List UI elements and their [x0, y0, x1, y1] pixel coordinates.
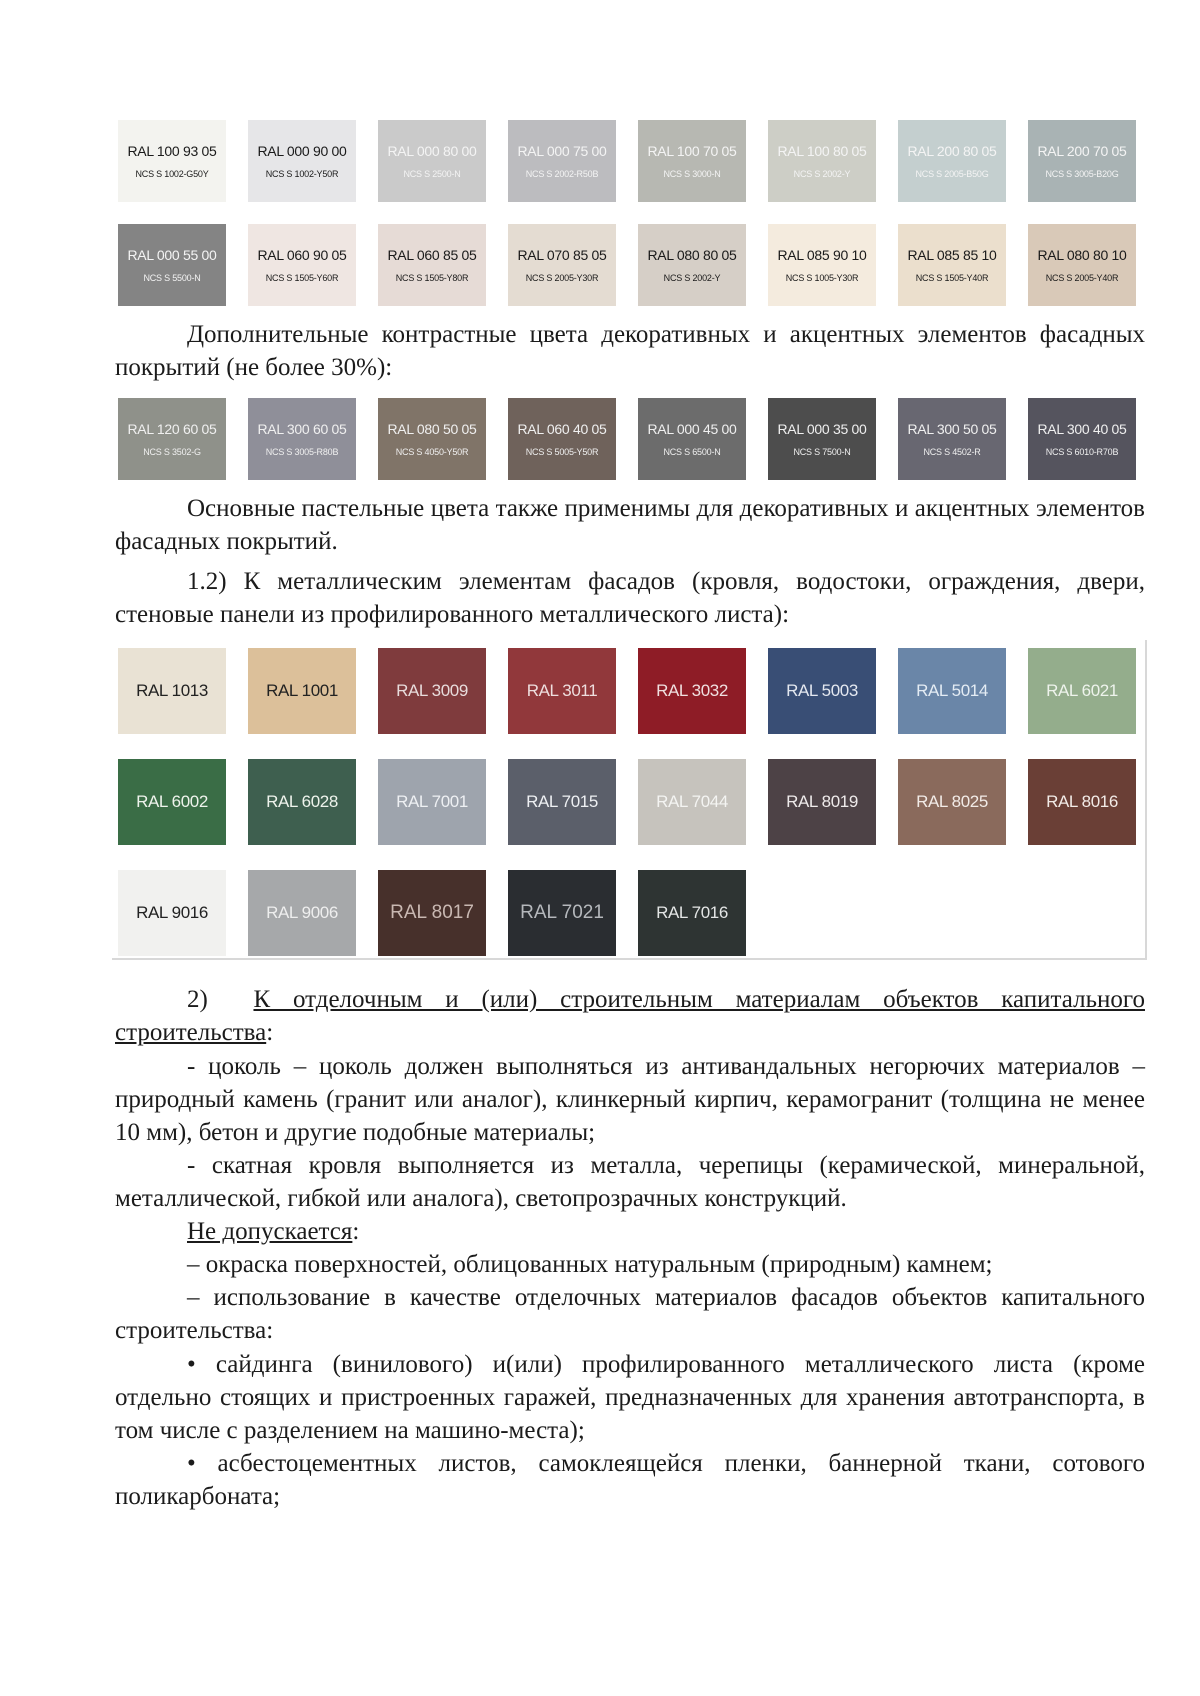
- paint-paragraph: – окраска поверхностей, облицованных натуральным (природным) камнем;: [187, 1251, 993, 1278]
- metal-color-swatch: RAL 9016: [118, 870, 226, 956]
- ral-code: RAL 000 55 00: [127, 247, 217, 263]
- color-swatch: [378, 224, 486, 306]
- section-2-heading-text-end: строительства: [115, 1019, 267, 1046]
- ncs-code: NCS S 1005-Y30R: [785, 273, 859, 283]
- ncs-code: NCS S 2500-N: [403, 169, 461, 179]
- color-swatch: [638, 224, 746, 306]
- contrast-swatch-grid: [118, 398, 1136, 480]
- metal-swatch-grid: [118, 648, 1136, 956]
- ncs-code: NCS S 1505-Y60R: [265, 273, 339, 283]
- color-swatch: [118, 398, 226, 480]
- ncs-code: NCS S 5005-Y50R: [525, 447, 599, 457]
- metal-color-swatch: RAL 6002: [118, 759, 226, 845]
- color-swatch: [768, 224, 876, 306]
- color-swatch: [768, 120, 876, 202]
- ral-code: RAL 300 60 05: [257, 421, 347, 437]
- metal-color-swatch: RAL 3032: [638, 648, 746, 734]
- ral-code: RAL 200 80 05: [907, 143, 997, 159]
- color-swatch: [898, 120, 1006, 202]
- color-swatch: [508, 224, 616, 306]
- ral-code: RAL 100 80 05: [777, 143, 867, 159]
- color-swatch: [248, 224, 356, 306]
- color-swatch: [768, 398, 876, 480]
- metal-color-swatch: RAL 7044: [638, 759, 746, 845]
- color-swatch: [378, 398, 486, 480]
- contrast-intro-paragraph: Дополнительные контрастные цвета декоративных и акцентных элементов фасадных покрытий (не более 30%):: [115, 321, 1145, 381]
- metal-color-swatch: RAL 6021: [1028, 648, 1136, 734]
- metal-color-swatch: RAL 7021: [508, 870, 616, 956]
- ncs-code: NCS S 2002-Y: [793, 169, 851, 179]
- section-2-heading-text: К отделочным и (или) строительным материалам объектов капитального: [253, 986, 1145, 1013]
- pastel-note-paragraph: Основные пастельные цвета также применимы для декоративных и акцентных элементов фасадных покрытий.: [115, 495, 1145, 555]
- section-2-colon: :: [266, 1019, 274, 1046]
- metal-color-swatch: RAL 5003: [768, 648, 876, 734]
- metal-color-swatch: RAL 8017: [378, 870, 486, 956]
- section-2-heading: [115, 983, 1145, 1049]
- color-swatch: [248, 398, 356, 480]
- color-swatch: [638, 120, 746, 202]
- ncs-code: NCS S 1002-Y50R: [265, 169, 339, 179]
- metal-color-swatch: RAL 8019: [768, 759, 876, 845]
- pastel-swatch-grid: [118, 120, 1136, 306]
- ral-code: RAL 100 70 05: [647, 143, 737, 159]
- metal-color-swatch: RAL 8025: [898, 759, 1006, 845]
- ncs-code: NCS S 1505-Y40R: [915, 273, 989, 283]
- ncs-code: NCS S 2002-R50B: [525, 169, 599, 179]
- ncs-code: NCS S 3005-R80B: [265, 447, 339, 457]
- asbestos-paragraph: • асбестоцементных листов, самоклеящейся пленки, баннерной ткани, сотового поликарбоната;: [115, 1450, 1145, 1510]
- not-allowed-label: Не допускается: [187, 1218, 353, 1245]
- ral-code: RAL 060 90 05: [257, 247, 347, 263]
- ral-code: RAL 300 40 05: [1037, 421, 1127, 437]
- ral-code: RAL 080 80 05: [647, 247, 737, 263]
- ncs-code: NCS S 6010-R70B: [1045, 447, 1119, 457]
- section-2-number: 2): [187, 986, 208, 1013]
- color-swatch: [118, 120, 226, 202]
- metal-color-swatch: RAL 7015: [508, 759, 616, 845]
- ral-code: RAL 000 75 00: [517, 143, 607, 159]
- color-swatch: [508, 398, 616, 480]
- color-swatch: [508, 120, 616, 202]
- ral-code: RAL 000 90 00: [257, 143, 347, 159]
- not-allowed-colon: :: [352, 1218, 360, 1245]
- metal-color-swatch: RAL 3011: [508, 648, 616, 734]
- metal-color-swatch: RAL 7001: [378, 759, 486, 845]
- roof-paragraph: - скатная кровля выполняется из металла, черепицы (керамической, минеральной, металлической, гибкой или аналога), светопрозрачных конструкций.: [115, 1152, 1145, 1212]
- ral-code: RAL 060 40 05: [517, 421, 607, 437]
- metal-color-swatch: RAL 7016: [638, 870, 746, 956]
- ncs-code: NCS S 5500-N: [143, 273, 201, 283]
- ncs-code: NCS S 1505-Y80R: [395, 273, 469, 283]
- metal-color-swatch: RAL 9006: [248, 870, 356, 956]
- metal-color-swatch: RAL 5014: [898, 648, 1006, 734]
- ral-code: RAL 085 90 10: [777, 247, 867, 263]
- color-swatch: [898, 398, 1006, 480]
- ral-code: RAL 085 85 10: [907, 247, 997, 263]
- ncs-code: NCS S 2005-B50G: [915, 169, 989, 179]
- color-swatch: [1028, 120, 1136, 202]
- color-swatch: [118, 224, 226, 306]
- ral-code: RAL 200 70 05: [1037, 143, 1127, 159]
- ncs-code: NCS S 6500-N: [663, 447, 721, 457]
- ral-code: RAL 300 50 05: [907, 421, 997, 437]
- ncs-code: NCS S 2002-Y: [663, 273, 721, 283]
- ral-code: RAL 060 85 05: [387, 247, 477, 263]
- metal-color-swatch: RAL 3009: [378, 648, 486, 734]
- color-swatch: [898, 224, 1006, 306]
- use-paragraph: – использование в качестве отделочных материалов фасадов объектов капитального строительства:: [115, 1284, 1145, 1344]
- metal-color-swatch: RAL 1013: [118, 648, 226, 734]
- ncs-code: NCS S 7500-N: [793, 447, 851, 457]
- ral-code: RAL 000 35 00: [777, 421, 867, 437]
- color-swatch: [638, 398, 746, 480]
- ncs-code: NCS S 2005-Y30R: [525, 273, 599, 283]
- ncs-code: NCS S 4050-Y50R: [395, 447, 469, 457]
- ncs-code: NCS S 3502-G: [143, 447, 201, 457]
- ral-code: RAL 070 85 05: [517, 247, 607, 263]
- not-allowed-heading: [115, 1215, 1145, 1248]
- color-swatch: [1028, 224, 1136, 306]
- ncs-code: NCS S 4502-R: [923, 447, 981, 457]
- ral-code: RAL 000 45 00: [647, 421, 737, 437]
- metal-color-swatch: RAL 1001: [248, 648, 356, 734]
- ncs-code: NCS S 1002-G50Y: [135, 169, 209, 179]
- ncs-code: NCS S 3005-B20G: [1045, 169, 1119, 179]
- ral-code: RAL 100 93 05: [127, 143, 217, 159]
- metal-intro-paragraph: 1.2) К металлическим элементам фасадов (кровля, водостоки, ограждения, двери, стеновые панели из профилированного металлического листа):: [115, 568, 1145, 628]
- ral-code: RAL 000 80 00: [387, 143, 477, 159]
- siding-paragraph: • сайдинга (винилового) и(или) профилированного металлического листа (кроме отдельно стоящих и пристроенных гаражей, предназначенных для хранения автотранспорта, в том числе с разделением на машино-места);: [115, 1351, 1145, 1444]
- color-swatch: [378, 120, 486, 202]
- ncs-code: NCS S 2005-Y40R: [1045, 273, 1119, 283]
- ral-code: RAL 120 60 05: [127, 421, 217, 437]
- color-swatch: [248, 120, 356, 202]
- color-swatch: [1028, 398, 1136, 480]
- ral-code: RAL 080 80 10: [1037, 247, 1127, 263]
- metal-color-swatch: RAL 8016: [1028, 759, 1136, 845]
- cokol-paragraph: - цоколь – цоколь должен выполняться из антивандальных негорючих материалов – природный камень (гранит или аналог), клинкерный кирпич, керамогранит (толщина не менее 10 мм), бетон и другие подобные материалы;: [115, 1053, 1145, 1146]
- ncs-code: NCS S 3000-N: [663, 169, 721, 179]
- metal-color-swatch: RAL 6028: [248, 759, 356, 845]
- ral-code: RAL 080 50 05: [387, 421, 477, 437]
